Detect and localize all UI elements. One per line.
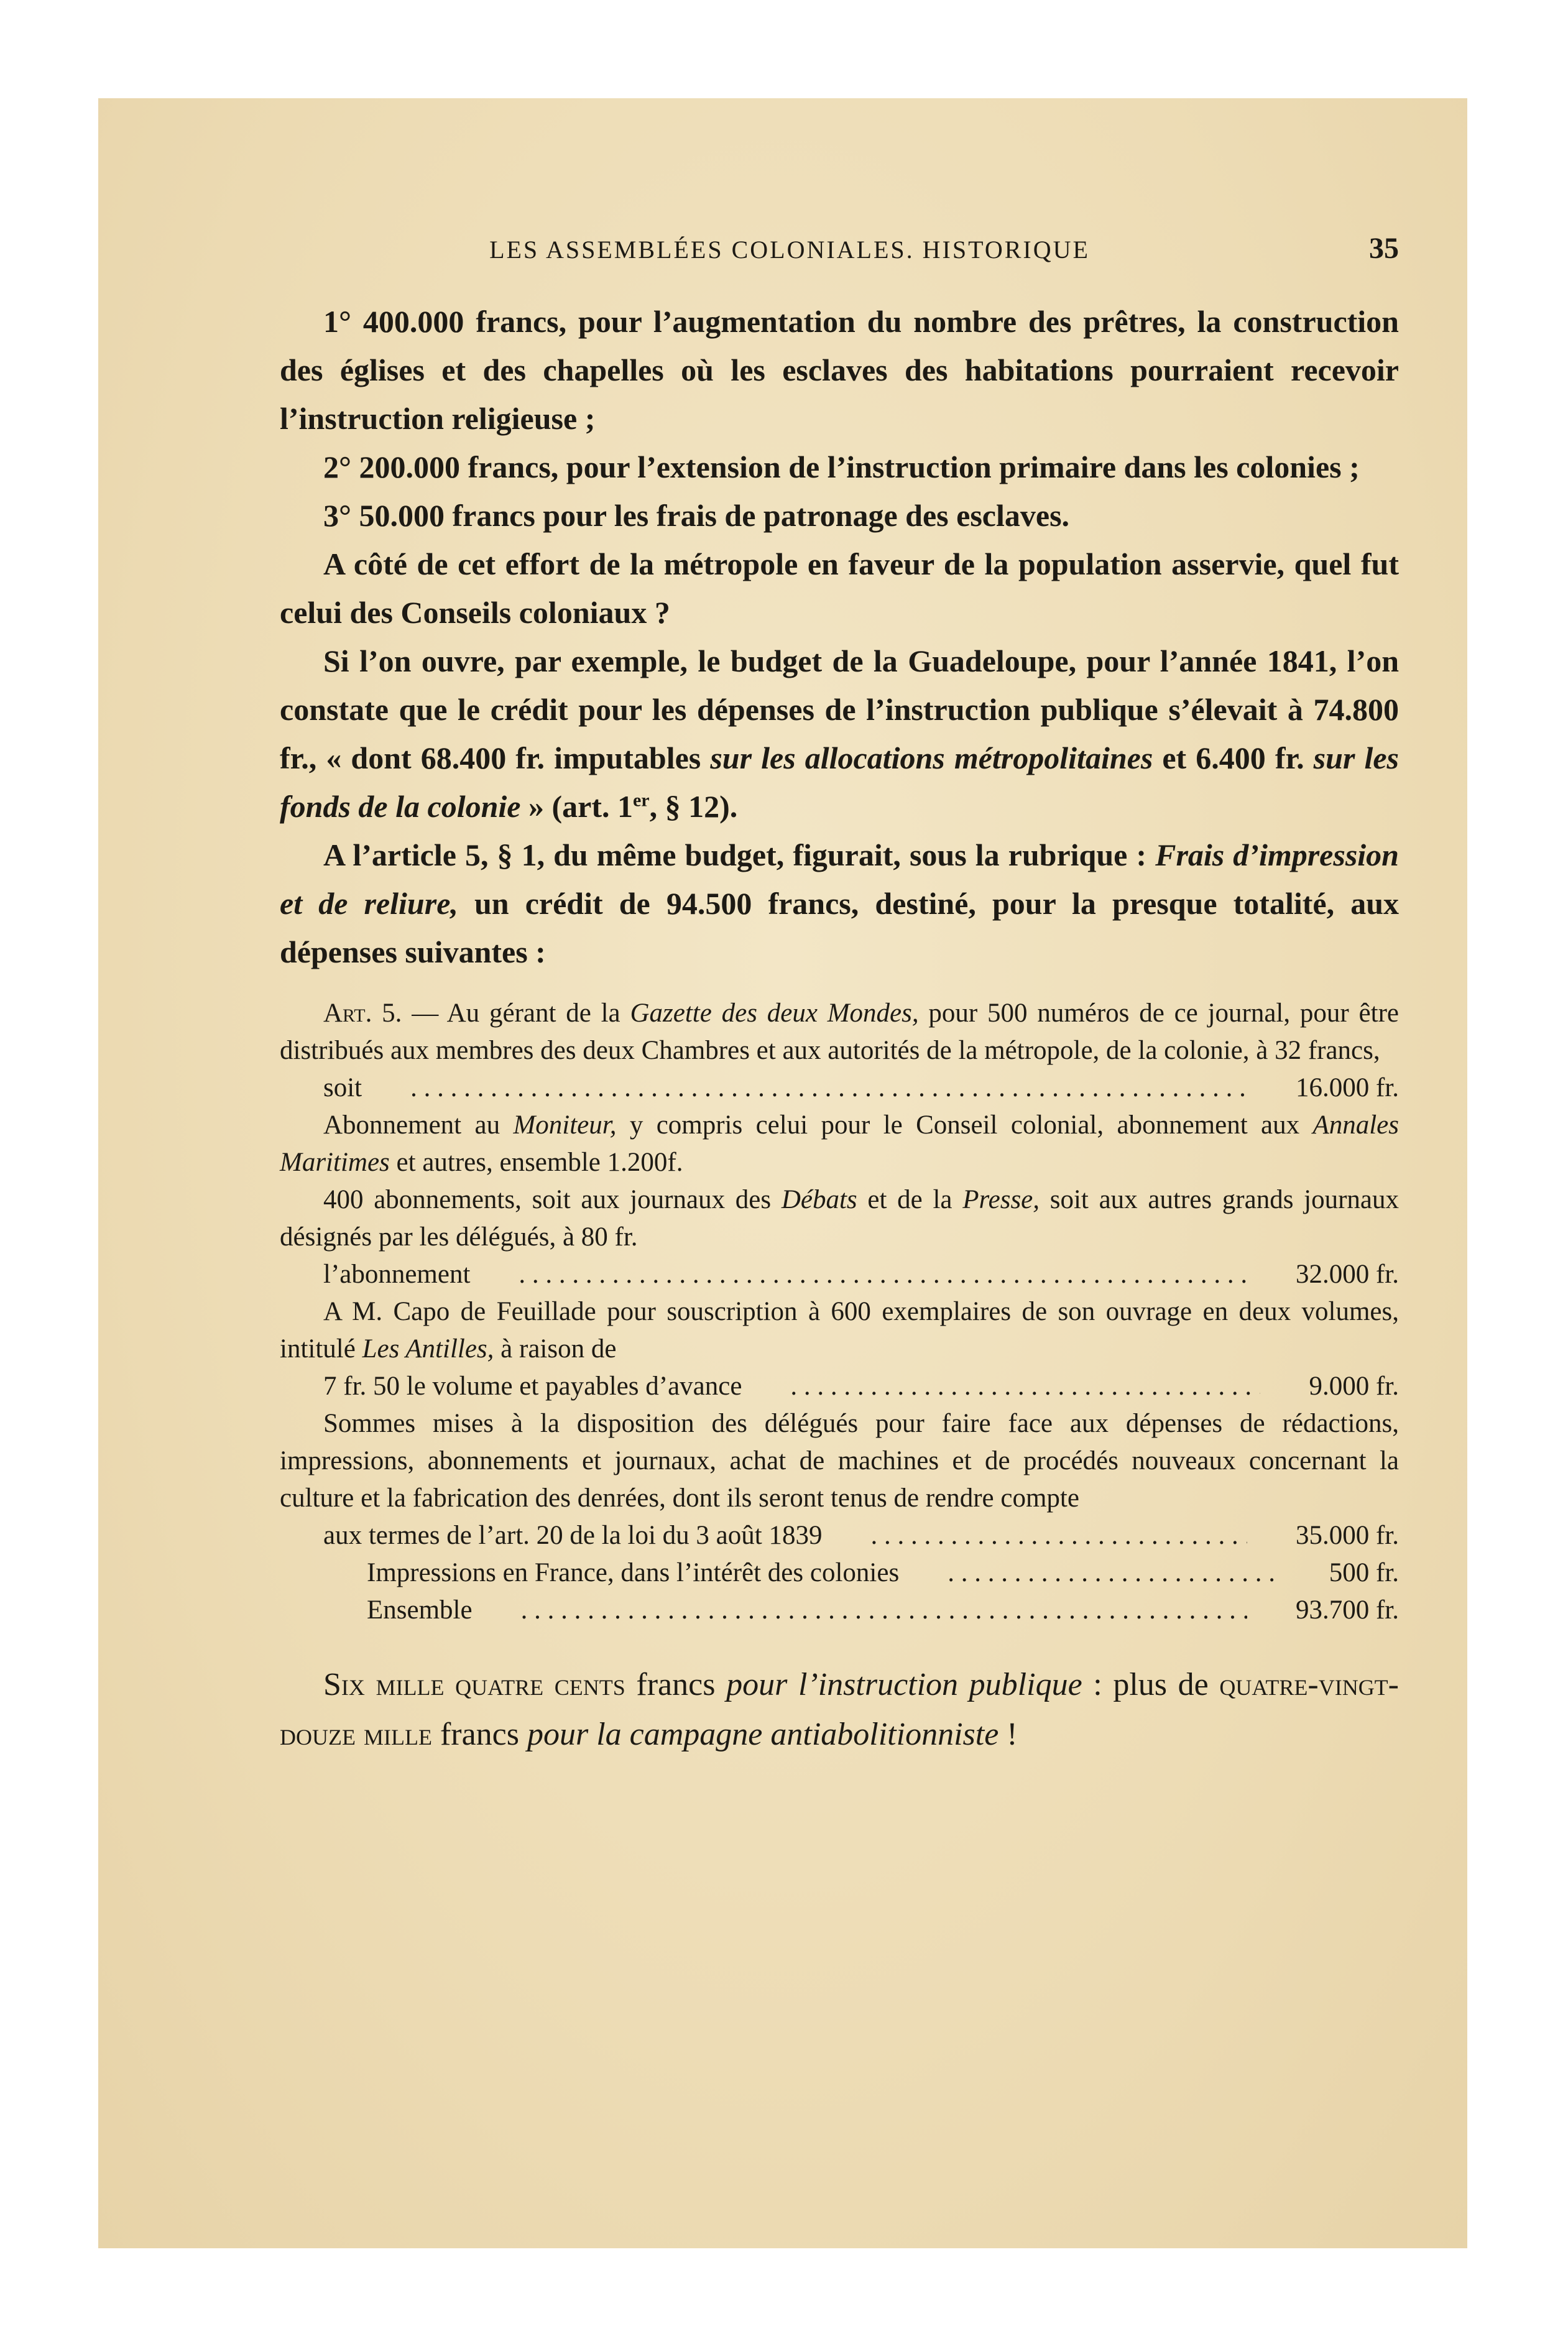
paragraph-4: A côté de cet effort de la métropole en faveur de la population asservie, quel fut celui des Conseils coloniaux ? <box>280 547 1399 630</box>
item4-last-line: 7 fr. 50 le volume et payables d’avance <box>323 1372 742 1401</box>
budget-item-6 <box>280 1554 1399 1592</box>
budget-item-5: Sommes mises à la disposition des délégués pour faire face aux dépenses de rédactions, impressions, abonnements et journaux, achat de machines et de procédés nouveaux concernant la culture et la fabrication des denrées, dont ils seront tenus de rendre compte <box>280 1409 1399 1513</box>
p5-text-c: » (art. 1 <box>520 789 633 824</box>
item5-amount: 35.000 fr. <box>1295 1521 1399 1550</box>
p5-italic-1: sur les allocations métropolitaines <box>710 741 1153 775</box>
book-page <box>98 98 1467 2248</box>
item1-amount: 16.000 fr. <box>1295 1073 1399 1102</box>
closing-paragraph <box>280 1660 1399 1760</box>
budget-item-4 <box>280 1293 1399 1368</box>
item1-italic: Gazette des deux Mondes, <box>630 999 919 1028</box>
item4-amount: 9.000 fr. <box>1309 1372 1399 1401</box>
page-number: 35 <box>1369 232 1399 265</box>
item3-last-line: l’abonnement <box>323 1260 471 1289</box>
running-head-title: LES ASSEMBLÉES COLONIALES. HISTORIQUE <box>489 236 1090 264</box>
budget-item-3 <box>280 1181 1399 1256</box>
item3-text-a: 400 abonnements, soit aux journaux des <box>323 1185 782 1214</box>
p5-text-a: Si l’on ouvre, par exemple, le budget de la Guadeloupe, pour l’année 1841, l’on constate que le crédit pour les dépenses de l’instruction publique s’élevait à 74.800 fr., « dont 68.400 fr. imputables <box>280 644 1399 775</box>
running-head <box>280 232 1399 279</box>
paragraph-5 <box>280 637 1399 831</box>
dot-leader <box>477 1592 1247 1629</box>
closing-text-a: francs <box>625 1667 727 1702</box>
item6-amount: 500 fr. <box>1329 1558 1399 1587</box>
budget-item-2 <box>280 1107 1399 1181</box>
dot-leader <box>827 1517 1247 1554</box>
item1-last-line: soit <box>323 1073 362 1102</box>
item4-italic: Les Antilles, <box>362 1334 494 1364</box>
item2-text-c: et autres, ensemble 1.200f. <box>389 1148 683 1177</box>
closing-text <box>280 1660 1399 1760</box>
item2-text-b: y compris celui pour le Conseil colonial, abonnement aux <box>616 1110 1313 1140</box>
closing-text-b: : plus de <box>1082 1667 1220 1702</box>
item3-text-c: soit aux autres grands journaux désignés par les délégués, à 80 fr. <box>280 1185 1399 1252</box>
p6-italic: Frais d’impression et de reliure, <box>280 838 1399 921</box>
budget-items <box>280 995 1399 1629</box>
closing-italic-2: pour la campagne antiabolitionniste <box>527 1717 999 1752</box>
page-content <box>280 232 1400 1760</box>
p6-text-a: A l’article 5, § 1, du même budget, figurait, sous la rubrique : <box>323 838 1156 872</box>
dot-leader <box>475 1256 1247 1293</box>
item3-italic-1: Débats <box>781 1185 857 1214</box>
dot-leader <box>904 1554 1281 1592</box>
item1-text-b: pour 500 numéros de ce journal, pour être distribués aux membres des deux Chambres et aux autorités de la métropole, de la colonie, à 32 francs, <box>280 999 1399 1065</box>
total-amount: 93.700 fr. <box>1295 1595 1399 1625</box>
paragraph-3: 3° 50.000 francs pour les frais de patronage des esclaves. <box>323 498 1070 533</box>
budget-item-5-total <box>280 1517 1399 1554</box>
budget-item-4-total <box>280 1368 1399 1405</box>
p5-text-d: , § 12). <box>649 789 738 824</box>
item3-amount: 32.000 fr. <box>1295 1260 1399 1289</box>
paragraph-1: 1° 400.000 francs, pour l’augmentation du nombre des prêtres, la construction des églises et des chapelles où les esclaves des habitations pourraient recevoir l’instruction religieuse ; <box>280 304 1399 436</box>
item2-italic-2: Annales Maritimes <box>280 1110 1399 1177</box>
main-text <box>280 297 1399 976</box>
p5-text-b: et 6.400 fr. <box>1153 741 1314 775</box>
closing-smallcaps-2: quatre-vingt-douze mille <box>280 1667 1399 1752</box>
closing-text-d: ! <box>998 1717 1018 1752</box>
item5-last-line: aux termes de l’art. 20 de la loi du 3 août 1839 <box>323 1521 823 1550</box>
item4-text-a: A M. Capo de Feuillade pour souscription à 600 exemplaires de son ouvrage en deux volumes, intitulé <box>280 1297 1399 1364</box>
budget-item-1 <box>280 995 1399 1069</box>
total-label: Ensemble <box>367 1595 473 1625</box>
closing-italic-1: pour l’instruction publique <box>726 1667 1082 1702</box>
item2-italic-1: Moniteur, <box>513 1110 617 1140</box>
item2-text-a: Abonnement au <box>323 1110 514 1140</box>
paragraph-6 <box>280 831 1399 976</box>
closing-smallcaps-1: Six mille quatre cents <box>323 1667 625 1702</box>
paragraph-2: 2° 200.000 francs, pour l’extension de l’instruction primaire dans les colonies ; <box>323 450 1360 484</box>
item4-text-b: à raison de <box>494 1334 617 1364</box>
closing-text-c: francs <box>431 1717 527 1752</box>
budget-total <box>280 1592 1399 1629</box>
article-label: Art. 5. <box>323 999 402 1028</box>
dot-leader <box>367 1069 1247 1107</box>
item3-italic-2: Presse, <box>962 1185 1040 1214</box>
item1-text-a: — Au gérant de la <box>402 999 630 1028</box>
p5-italic-2: sur les fonds de la colonie <box>280 741 1400 824</box>
budget-item-1-total <box>280 1069 1399 1107</box>
p5-superscript: er <box>632 790 650 811</box>
p6-text-b: un crédit de 94.500 francs, destiné, pour la presque totalité, aux dépenses suivantes : <box>280 886 1399 969</box>
item6-text: Impressions en France, dans l’intérêt des colonies <box>367 1558 900 1587</box>
budget-item-3-total <box>280 1256 1399 1293</box>
dot-leader <box>747 1368 1260 1405</box>
item3-text-b: et de la <box>857 1185 963 1214</box>
